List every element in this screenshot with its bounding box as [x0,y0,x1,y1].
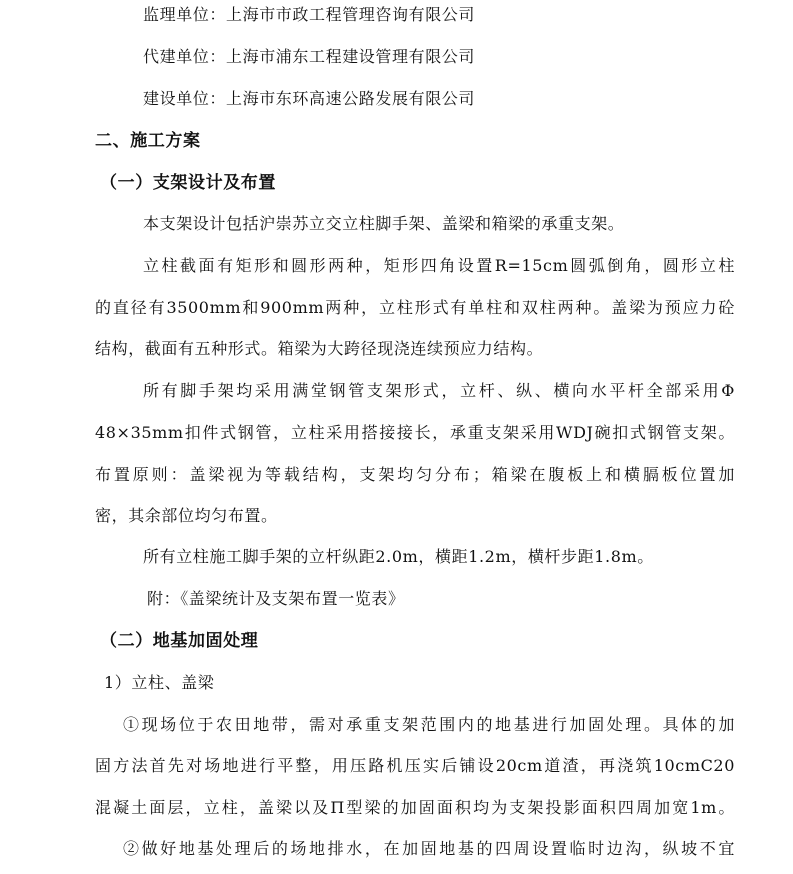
paragraph-line: 布置原则：盖梁视为等载结构，支架均匀分布；箱梁在腹板上和横膈板位置加 [95,465,735,484]
paragraph-line: 固方法首先对场地进行平整，用压路机压实后铺设20cm道渣，再浇筑10cmC20 [95,756,735,775]
appendix-note: 附：《盖梁统计及支架布置一览表》 [147,589,405,608]
paragraph-line: 所有脚手架均采用满堂钢管支架形式，立杆、纵、横向水平杆全部采用Φ [143,381,735,400]
paragraph-line: 混凝土面层，立柱，盖梁以及Π型梁的加固面积均为支架投影面积四周加宽1m。 [95,798,735,817]
section-heading: 二、施工方案 [95,131,201,151]
supervision-unit-line: 监理单位：上海市市政工程管理咨询有限公司 [143,5,476,24]
paragraph-line: 密，其余部位均匀布置。 [95,506,278,525]
item-heading: 1）立柱、盖梁 [104,673,215,692]
agent-unit-line: 代建单位：上海市浦东工程建设管理有限公司 [143,47,476,66]
paragraph-line: 立柱截面有矩形和圆形两种，矩形四角设置R=15cm圆弧倒角，圆形立柱 [143,256,735,275]
subsection-heading-1: （一）支架设计及布置 [100,173,276,193]
paragraph-line: 所有立柱施工脚手架的立杆纵距2.0m，横距1.2m，横杆步距1.8m。 [143,547,654,566]
paragraph-line: 的直径有3500mm和900mm两种，立柱形式有单柱和双柱两种。盖梁为预应力砼 [95,298,735,317]
paragraph-line: 本支架设计包括沪崇苏立交立柱脚手架、盖梁和箱梁的承重支架。 [143,214,625,233]
subsection-heading-2: （二）地基加固处理 [100,631,259,651]
paragraph-line: 结构，截面有五种形式。箱梁为大跨径现浇连续预应力结构。 [95,339,544,358]
paragraph-line: 48×35mm扣件式钢管，立柱采用搭接接长，承重支架采用WDJ碗扣式钢管支架。 [95,423,735,442]
paragraph-line: ①现场位于农田地带，需对承重支架范围内的地基进行加固处理。具体的加 [123,715,735,734]
owner-unit-line: 建设单位：上海市东环高速公路发展有限公司 [143,89,476,108]
paragraph-line: ②做好地基处理后的场地排水，在加固地基的四周设置临时边沟，纵坡不宜 [123,839,735,858]
